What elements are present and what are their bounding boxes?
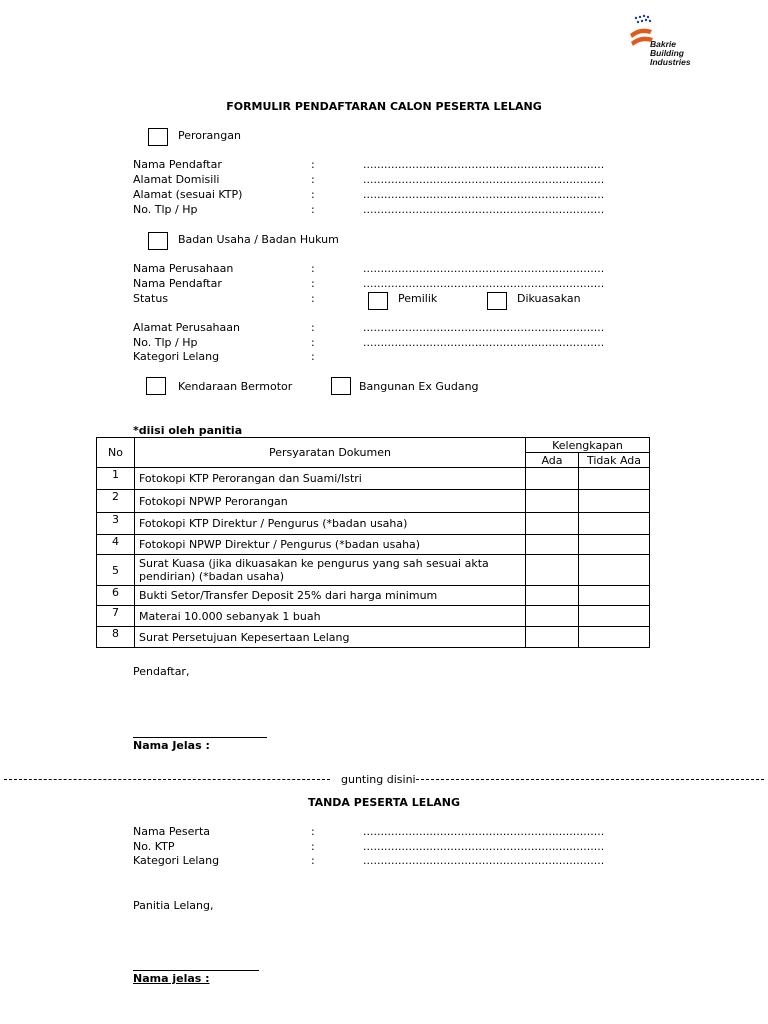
nama-pendaftar-input[interactable]: ..................................................................... [363,158,605,171]
panitia-label: Panitia Lelang, [133,899,214,912]
status-pemilik-checkbox[interactable] [368,292,388,310]
perorangan-checkbox[interactable] [148,128,168,146]
tidak-ada-cell[interactable] [579,555,650,586]
row-no: 4 [97,535,135,555]
tidak-ada-cell[interactable] [579,490,650,513]
logo-line-2: Building [650,48,684,58]
ada-cell[interactable] [526,468,579,490]
panitia-note: *diisi oleh panitia [133,424,243,437]
table-row [97,586,650,606]
signature-line [133,970,259,971]
cut-line [4,773,768,785]
no-ktp-input[interactable]: ..................................................................... [363,840,605,853]
signature-line [133,737,267,738]
field-colon: : [311,321,315,334]
field-label: Kategori Lelang [133,854,220,867]
tidak-ada-cell[interactable] [579,627,650,648]
row-doc: Fotokopi KTP Perorangan dan Suami/Istri [135,468,526,490]
field-label: No. KTP [133,840,175,853]
nama-peserta-input[interactable]: ..................................................................... [363,825,605,838]
field-label: Nama Pendaftar [133,277,222,290]
status-dikuasakan-label: Dikuasakan [517,292,581,305]
logo-line-3: Industries [650,57,691,67]
badan-usaha-checkbox[interactable] [148,232,168,250]
ada-cell[interactable] [526,513,579,535]
field-label: No. Tlp / Hp [133,203,198,216]
nama-pendaftar-badan-input[interactable]: ..................................................................... [363,277,605,290]
row-no: 5 [97,555,135,586]
nama-perusahaan-input[interactable]: ..................................................................... [363,262,605,275]
tidak-ada-cell[interactable] [579,535,650,555]
field-label: Nama Peserta [133,825,211,838]
alamat-domisili-input[interactable]: ..................................................................... [363,173,605,186]
pendaftar-label: Pendaftar, [133,665,190,678]
ada-cell[interactable] [526,535,579,555]
field-colon: : [311,277,315,290]
field-colon: : [311,158,315,171]
cut-dash-left [4,779,330,780]
kendaraan-checkbox[interactable] [146,377,166,395]
badan-usaha-label: Badan Usaha / Badan Hukum [178,233,339,246]
ada-cell[interactable] [526,627,579,648]
field-label: Kategori Lelang [133,350,220,363]
tidak-ada-cell[interactable] [579,586,650,606]
row-doc: Bukti Setor/Transfer Deposit 25% dari harga minimum [135,586,526,606]
ada-cell[interactable] [526,586,579,606]
field-colon: : [311,292,315,305]
alamat-ktp-input[interactable]: ..................................................................... [363,188,605,201]
row-no: 2 [97,490,135,513]
bangunan-checkbox[interactable] [331,377,351,395]
perorangan-label: Perorangan [178,129,241,142]
row-doc: Fotokopi KTP Direktur / Pengurus (*badan usaha) [135,513,526,535]
nama-jelas-label: Nama Jelas : [133,739,210,752]
tidak-ada-cell[interactable] [579,606,650,627]
field-colon: : [311,262,315,275]
alamat-perusahaan-input[interactable]: ..................................................................... [363,321,605,334]
row-no: 6 [97,586,135,606]
header-kelengkapan: Kelengkapan [526,438,650,453]
field-colon: : [311,840,315,853]
table-row [97,468,650,490]
row-no: 8 [97,627,135,648]
form-title: FORMULIR PENDAFTARAN CALON PESERTA LELANG [226,100,542,113]
field-label: Alamat (sesuai KTP) [133,188,243,201]
header-doc: Persyaratan Dokumen [135,438,526,468]
kendaraan-label: Kendaraan Bermotor [178,380,293,393]
table-row [97,490,650,513]
field-colon: : [311,188,315,201]
table-row [97,555,650,586]
logo-line-1: Bakrie [650,39,676,49]
company-logo [628,14,708,70]
table-row [97,513,650,535]
row-no: 3 [97,513,135,535]
no-tlp-input[interactable]: ..................................................................... [363,203,605,216]
field-colon: : [311,173,315,186]
field-label: Alamat Domisili [133,173,220,186]
table-row [97,535,650,555]
bangunan-label: Bangunan Ex Gudang [359,380,479,393]
cut-text: gunting disini [341,773,416,786]
ada-cell[interactable] [526,606,579,627]
field-colon: : [311,825,315,838]
header-ada: Ada [526,453,579,468]
header-no: No [97,438,135,468]
row-doc: Surat Persetujuan Kepesertaan Lelang [135,627,526,648]
ada-cell[interactable] [526,555,579,586]
row-doc: Fotokopi NPWP Perorangan [135,490,526,513]
field-colon: : [311,854,315,867]
field-colon: : [311,203,315,216]
field-label: Nama Pendaftar [133,158,222,171]
ada-cell[interactable] [526,490,579,513]
field-label: Status [133,292,169,305]
cut-dash-right [416,779,764,780]
table-row [97,627,650,648]
no-tlp-badan-input[interactable]: ..................................................................... [363,336,605,349]
kategori-lelang-input[interactable]: ..................................................................... [363,854,605,867]
field-label: No. Tlp / Hp [133,336,198,349]
status-dikuasakan-checkbox[interactable] [487,292,507,310]
header-tidak-ada: Tidak Ada [579,453,650,468]
tanda-title: TANDA PESERTA LELANG [307,796,461,809]
row-no: 7 [97,606,135,627]
status-pemilik-label: Pemilik [398,292,438,305]
row-doc: Materai 10.000 sebanyak 1 buah [135,606,526,627]
tidak-ada-cell[interactable] [579,468,650,490]
table-row [97,606,650,627]
field-label: Alamat Perusahaan [133,321,240,334]
row-no: 1 [97,468,135,490]
tidak-ada-cell[interactable] [579,513,650,535]
field-label: Nama Perusahaan [133,262,234,275]
field-colon: : [311,350,315,363]
row-doc: Fotokopi NPWP Direktur / Pengurus (*badan usaha) [135,535,526,555]
nama-jelas-panitia-label: Nama jelas : [133,972,210,985]
requirements-table [96,437,650,648]
field-colon: : [311,336,315,349]
row-doc: Surat Kuasa (jika dikuasakan ke pengurus yang sah sesuai akta pendirian) (*badan usaha) [135,555,526,586]
